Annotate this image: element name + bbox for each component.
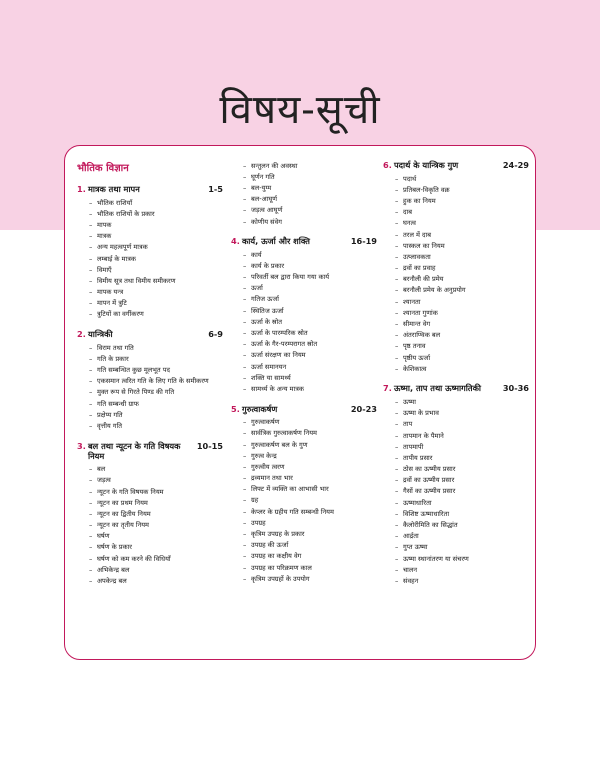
topic-list: [231, 249, 377, 394]
topic-item: – ग्रह: [243, 495, 377, 506]
topic-item: – प्रतिबल-विकृति वक्र: [395, 184, 529, 195]
lead-topic-list: [231, 160, 377, 227]
topic-item: – बल: [89, 464, 223, 475]
chapter-number: 6.: [383, 160, 392, 170]
topic-item: – बल-आघूर्ण: [243, 194, 377, 205]
topic-item: – बरनौली प्रमेय के अनुप्रयोग: [395, 285, 529, 296]
topic-item: – केशिकात्व: [395, 363, 529, 374]
topic-item: – पृष्ठीय ऊर्जा: [395, 352, 529, 363]
topic-item: – ऊर्जा समानयन: [243, 361, 377, 372]
topic-list: [231, 417, 377, 585]
topic-item: – उत्प्लावकता: [395, 251, 529, 262]
topic-item: – भौतिक राशियाँ: [89, 197, 223, 208]
topic-item: – एकसमान त्वरित गति के लिए गति के समीकरण: [89, 376, 223, 387]
topic-item: – पास्कल का नियम: [395, 240, 529, 251]
topic-item: – अपकेन्द्र बल: [89, 575, 223, 586]
topic-item: – पदार्थ: [395, 173, 529, 184]
topic-item: – उपग्रह का कक्षीय वेग: [243, 551, 377, 562]
topic-item: – द्रवों का ऊष्मीय प्रसार: [395, 475, 529, 486]
topic-item: – केप्लर के ग्रहीय गति सम्बन्धी नियम: [243, 506, 377, 517]
chapter-title: पदार्थ के यान्त्रिक गुण: [394, 160, 459, 170]
topic-item: – मुक्त रूप से गिरते पिण्ड की गति: [89, 387, 223, 398]
topic-item: – सन्तुलन की अवस्था: [243, 160, 377, 171]
chapter-title: मात्रक तथा मापन: [88, 184, 140, 194]
topic-item: – विशिष्ट ऊष्माधारिता: [395, 508, 529, 519]
chapter-title: कार्य, ऊर्जा और शक्ति: [242, 236, 310, 247]
topic-item: – सामर्थ्य के अन्य मात्रक: [243, 383, 377, 394]
topic-item: – लम्बाई के मात्रक: [89, 253, 223, 264]
chapter-heading: [231, 236, 377, 246]
chapter-block: [231, 236, 377, 394]
topic-item: – उपग्रह: [243, 517, 377, 528]
chapter-block: [77, 184, 223, 320]
topic-item: – श्यानता: [395, 296, 529, 307]
chapter-pages: 16-19: [350, 236, 377, 247]
topic-item: – तापीय प्रसार: [395, 452, 529, 463]
topic-item: – सार्वत्रिक गुरुत्वाकर्षण नियम: [243, 428, 377, 439]
chapter-pages: 6-9: [208, 329, 223, 340]
contents-card: [64, 145, 536, 660]
topic-item: – ऊष्माधारिता: [395, 497, 529, 508]
topic-item: – चालन: [395, 564, 529, 575]
topic-item: – गुप्त ऊष्मा: [395, 542, 529, 553]
topic-item: – गति सम्बन्धी ग्राफ: [89, 398, 223, 409]
topic-item: – न्यूटन का तृतीय नियम: [89, 520, 223, 531]
topic-item: – घर्षण को कम करने की विधियाँ: [89, 553, 223, 564]
topic-item: – जड़त्व: [89, 475, 223, 486]
topic-item: – शक्ति या सामर्थ्य: [243, 372, 377, 383]
topic-item: – परिवर्ती बल द्वारा किया गया कार्य: [243, 272, 377, 283]
topic-item: – गुरुत्वीय त्वरण: [243, 461, 377, 472]
chapter-block: [77, 329, 223, 432]
topic-item: – न्यूटन का द्वितीय नियम: [89, 508, 223, 519]
topic-item: – अभिकेन्द्र बल: [89, 564, 223, 575]
topic-item: – कार्य: [243, 249, 377, 260]
chapter-pages: 10-15: [196, 440, 223, 451]
chapter-pages: 1-5: [208, 184, 223, 194]
column-3: [383, 160, 529, 596]
chapter-heading: [383, 160, 529, 170]
topic-item: – विमीय सूत्र तथा विमीय समीकरण: [89, 275, 223, 286]
topic-item: – ऊष्मा के प्रभाव: [395, 408, 529, 419]
column-1: [77, 160, 223, 596]
chapter-heading: [383, 383, 529, 393]
topic-item: – गति के प्रकार: [89, 353, 223, 364]
chapter-heading: [77, 441, 223, 461]
topic-item: – घनत्व: [395, 218, 529, 229]
chapter-number: 2.: [77, 329, 86, 340]
topic-item: – घर्षण के प्रकार: [89, 542, 223, 553]
topic-item: – श्यानता गुणांक: [395, 307, 529, 318]
topic-item: – तरल में दाब: [395, 229, 529, 240]
chapter-title: गुरुत्वाकर्षण: [242, 403, 278, 414]
topic-item: – बरनौली की प्रमेय: [395, 274, 529, 285]
topic-item: – आर्द्रता: [395, 531, 529, 542]
topic-list: [383, 173, 529, 374]
topic-item: – दाब: [395, 207, 529, 218]
chapter-number: 7.: [383, 383, 392, 394]
topic-item: – प्रक्षेप्य गति: [89, 409, 223, 420]
topic-item: – विमाएँ: [89, 264, 223, 275]
topic-item: – ताप: [395, 419, 529, 430]
topic-item: – मापक यन्त्र: [89, 287, 223, 298]
topic-item: – गतिज ऊर्जा: [243, 294, 377, 305]
topic-item: – गुरुत्व केन्द्र: [243, 450, 377, 461]
topic-item: – हुक का नियम: [395, 195, 529, 206]
chapter-heading: [77, 329, 223, 339]
topic-item: – मात्रक: [89, 231, 223, 242]
topic-item: – पृष्ठ तनाव: [395, 341, 529, 352]
topic-item: – अंतराण्विक बल: [395, 330, 529, 341]
topic-item: – ऊर्जा संरक्षण का नियम: [243, 350, 377, 361]
chapter-title: यान्त्रिकी: [88, 329, 113, 340]
chapter-block: [77, 441, 223, 587]
topic-item: – ऊर्जा के पारम्परिक स्रोत: [243, 327, 377, 338]
topic-item: – ऊष्मा स्थानांतरण या संचरण: [395, 553, 529, 564]
chapter-block: [383, 383, 529, 586]
topic-item: – वृत्तीय गति: [89, 420, 223, 431]
chapter-title: ऊष्मा, ताप तथा ऊष्मागतिकी: [394, 383, 481, 394]
topic-list: [383, 396, 529, 586]
page-title: विषय-सूची: [219, 87, 381, 133]
column-2: [231, 160, 377, 593]
topic-item: – गुरुत्वाकर्षण: [243, 417, 377, 428]
topic-list: [77, 197, 223, 320]
topic-item: – लिफ्ट में व्यक्ति का आभासी भार: [243, 484, 377, 495]
topic-item: – जड़त्व आघूर्ण: [243, 205, 377, 216]
topic-list: [77, 464, 223, 587]
topic-item: – ऊष्मा: [395, 396, 529, 407]
topic-item: – कार्य के प्रकार: [243, 260, 377, 271]
topic-item: – द्रव्यमान तथा भार: [243, 473, 377, 484]
topic-item: – स्थितिज ऊर्जा: [243, 305, 377, 316]
chapter-heading: [77, 184, 223, 194]
chapter-pages: 30-36: [502, 383, 529, 394]
topic-item: – गुरुत्वाकर्षण बल के गुण: [243, 439, 377, 450]
topic-item: – ठोस का ऊष्मीय प्रसार: [395, 464, 529, 475]
chapter-number: 1.: [77, 184, 86, 194]
topic-item: – मापन में त्रुटि: [89, 298, 223, 309]
topic-item: – त्रुटियों का वर्गीकरण: [89, 309, 223, 320]
chapter-block: [231, 404, 377, 585]
topic-item: – भौतिक राशियों के प्रकार: [89, 208, 223, 219]
topic-item: – सीमान्त वेग: [395, 318, 529, 329]
topic-item: – गैसों का ऊष्मीय प्रसार: [395, 486, 529, 497]
topic-item: – बल-युग्म: [243, 182, 377, 193]
chapter-number: 4.: [231, 236, 240, 247]
topic-item: – द्रवों का प्रवाह: [395, 263, 529, 274]
topic-item: – ऊर्जा: [243, 283, 377, 294]
topic-item: – कृत्रिम उपग्रहों के उपयोग: [243, 573, 377, 584]
topic-item: – कोणीय संवेग: [243, 216, 377, 227]
topic-item: – न्यूटन का प्रथम नियम: [89, 497, 223, 508]
topic-item: – घर्षण: [89, 531, 223, 542]
topic-item: – अन्य महत्वपूर्ण मात्रक: [89, 242, 223, 253]
chapter-pages: 24-29: [502, 160, 529, 170]
topic-item: – तापमापी: [395, 441, 529, 452]
subject-heading: भौतिक विज्ञान: [77, 163, 129, 174]
chapter-title: बल तथा न्यूटन के गति विषयक नियम: [88, 440, 181, 461]
chapter-block: [383, 160, 529, 374]
topic-item: – गति सम्बन्धित कुछ मूलभूत पद: [89, 364, 223, 375]
topic-item: – घूर्णन गति: [243, 171, 377, 182]
topic-item: – कृत्रिम उपग्रह के प्रकार: [243, 528, 377, 539]
topic-item: – ऊर्जा के स्रोत: [243, 316, 377, 327]
topic-list: [77, 342, 223, 432]
topic-item: – मापक: [89, 219, 223, 230]
topic-item: – संवहन: [395, 575, 529, 586]
topic-item: – तापमान के पैमाने: [395, 430, 529, 441]
chapter-heading: [231, 404, 377, 414]
chapter-number: 3.: [77, 440, 86, 451]
topic-item: – कैलोरीमिति का सिद्धांत: [395, 519, 529, 530]
topic-item: – न्यूटन के गति विषयक नियम: [89, 486, 223, 497]
chapter-pages: 20-23: [350, 403, 377, 414]
topic-item: – ऊर्जा के गैर-परम्परागत स्रोत: [243, 339, 377, 350]
topic-item: – उपग्रह की ऊर्जा: [243, 540, 377, 551]
chapter-number: 5.: [231, 403, 240, 414]
topic-item: – उपग्रह का परिक्रमण काल: [243, 562, 377, 573]
topic-item: – विराम तथा गति: [89, 342, 223, 353]
